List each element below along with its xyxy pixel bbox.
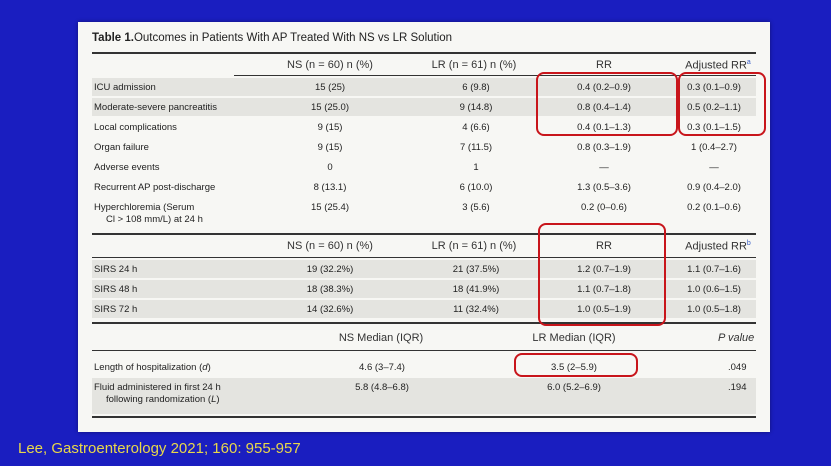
cell-adjusted-rr: 0.3 (0.1–0.9) (687, 82, 741, 93)
cell-lr: 9 (14.8) (459, 102, 493, 113)
cell-lr-median: 3.5 (2–5.9) (551, 362, 597, 373)
cell-p-value: .194 (728, 382, 747, 393)
row-label-end: ) (216, 394, 220, 405)
table-title (92, 32, 452, 44)
cell-lr: 7 (11.5) (459, 142, 493, 153)
cell-rr: 0.4 (0.2–0.9) (577, 82, 631, 93)
cell-rr: 0.8 (0.3–1.9) (577, 142, 631, 153)
highlight-rr-box (536, 72, 678, 136)
divider-header3 (92, 350, 756, 351)
cell-adjusted-rr: 0.2 (0.1–0.6) (687, 202, 741, 213)
header3-p-value: P value (718, 332, 755, 344)
row-label: SIRS 24 h (94, 264, 138, 275)
cell-lr: 18 (41.9%) (452, 284, 500, 295)
header-adjusted-rr: Adjusted $RR^a$ (685, 59, 751, 72)
table-row (92, 158, 756, 176)
header-rr: RR (596, 59, 612, 71)
cell-lr: 3 (5.6) (462, 202, 490, 213)
row-label: Moderate-severe pancreatitis (94, 102, 218, 113)
cell-ns: 9 (15) (317, 142, 343, 153)
header2-ns: NS (n = 60) n (%) (287, 240, 373, 252)
highlight-sirs-rr-box (538, 223, 666, 326)
citation: Lee, Gastroenterology 2021; 160: 955-957 (18, 440, 301, 457)
cell-adjusted-rr: 0.9 (0.4–2.0) (687, 182, 741, 193)
table-row (92, 138, 756, 156)
header2-adjusted-rr: Adjusted $RR^b$ (685, 240, 751, 253)
row-label: Adverse events (94, 162, 160, 173)
cell-rr: 0.4 (0.1–1.3) (577, 122, 631, 133)
row-label: ICU admission (94, 82, 156, 93)
row-label (94, 362, 211, 373)
cell-lr: 4 (6.6) (462, 122, 490, 133)
cell-rr: 0.2 (0–0.6) (581, 202, 627, 213)
cell-lr: 1 (473, 162, 479, 173)
cell-lr-median: 6.0 (5.2–6.9) (547, 382, 601, 393)
cell-adjusted-rr: 0.3 (0.1–1.5) (687, 122, 741, 133)
header2-lr: LR (n = 61) n (%) (431, 240, 517, 252)
table-number: Table 1. (92, 32, 134, 44)
cell-ns: 0 (327, 162, 333, 173)
table-row (92, 378, 756, 414)
cell-ns: 15 (25.0) (310, 102, 350, 113)
row-label: Organ failure (94, 142, 149, 153)
cell-ns: 14 (32.6%) (306, 304, 354, 315)
table-caption: Outcomes in Patients With AP Treated With NS vs LR Solution (133, 32, 453, 44)
cell-ns-median: 5.8 (4.8–6.8) (355, 382, 409, 393)
cell-rr: 1.0 (0.5–1.9) (577, 304, 631, 315)
highlight-adjusted-rr-box (678, 72, 766, 136)
row-label-line2: Cl > 108 mm/L) at 24 h (106, 214, 203, 225)
cell-ns: 19 (32.2%) (306, 264, 354, 275)
highlight-lr-median-box (514, 353, 638, 377)
cell-adjusted-rr: 1.0 (0.5–1.8) (687, 304, 741, 315)
row-unit: d (202, 362, 208, 373)
cell-ns: 8 (13.1) (313, 182, 347, 193)
cell-lr: 6 (9.8) (462, 82, 490, 93)
cell-ns-median: 4.6 (3–7.4) (359, 362, 405, 373)
header-lr: LR (n = 61) n (%) (431, 59, 517, 71)
header-ns: NS (n = 60) n (%) (287, 59, 373, 71)
row-label-text: Length of hospitalization ( (94, 362, 203, 373)
divider-top (92, 52, 756, 54)
header2-rr: RR (596, 240, 612, 252)
cell-ns: 15 (25.4) (310, 202, 350, 213)
cell-adjusted-rr: 1.1 (0.7–1.6) (687, 264, 741, 275)
cell-ns: 9 (15) (317, 122, 343, 133)
row-unit: L (211, 394, 217, 405)
table-row (92, 356, 756, 376)
cell-adjusted-rr: — (709, 162, 719, 173)
cell-rr: — (599, 162, 609, 173)
cell-p-value: .049 (728, 362, 747, 373)
row-label-text: Fluid administered in first 24 h (94, 382, 221, 393)
cell-adjusted-rr: 1 (0.4–2.7) (691, 142, 737, 153)
row-label-text: following randomization ( (106, 394, 212, 405)
cell-rr: 1.2 (0.7–1.9) (577, 264, 631, 275)
row-label: Local complications (94, 122, 177, 133)
cell-rr: 1.1 (0.7–1.8) (577, 284, 631, 295)
cell-adjusted-rr: 1.0 (0.6–1.5) (687, 284, 741, 295)
cell-lr: 6 (10.0) (459, 182, 493, 193)
row-label: Recurrent AP post-discharge (94, 182, 216, 193)
header3-ns-median: NS Median (IQR) (338, 332, 424, 344)
row-label: SIRS 72 h (94, 304, 138, 315)
cell-rr: 1.3 (0.5–3.6) (577, 182, 631, 193)
cell-ns: 18 (38.3%) (306, 284, 354, 295)
row-label (94, 382, 221, 393)
cell-lr: 21 (37.5%) (452, 264, 500, 275)
cell-adjusted-rr: 0.5 (0.2–1.1) (687, 102, 741, 113)
cell-rr: 0.8 (0.4–1.4) (577, 102, 631, 113)
row-label-end: ) (207, 362, 211, 373)
row-label: Hyperchloremia (Serum (94, 202, 195, 213)
row-label-line2 (106, 394, 220, 405)
table-slide (78, 22, 770, 432)
header3-lr-median: LR Median (IQR) (532, 332, 616, 344)
cell-lr: 11 (32.4%) (453, 304, 499, 315)
divider-bottom (92, 416, 756, 418)
cell-ns: 15 (25) (314, 82, 346, 93)
row-label: SIRS 48 h (94, 284, 138, 295)
table-row (92, 178, 756, 196)
